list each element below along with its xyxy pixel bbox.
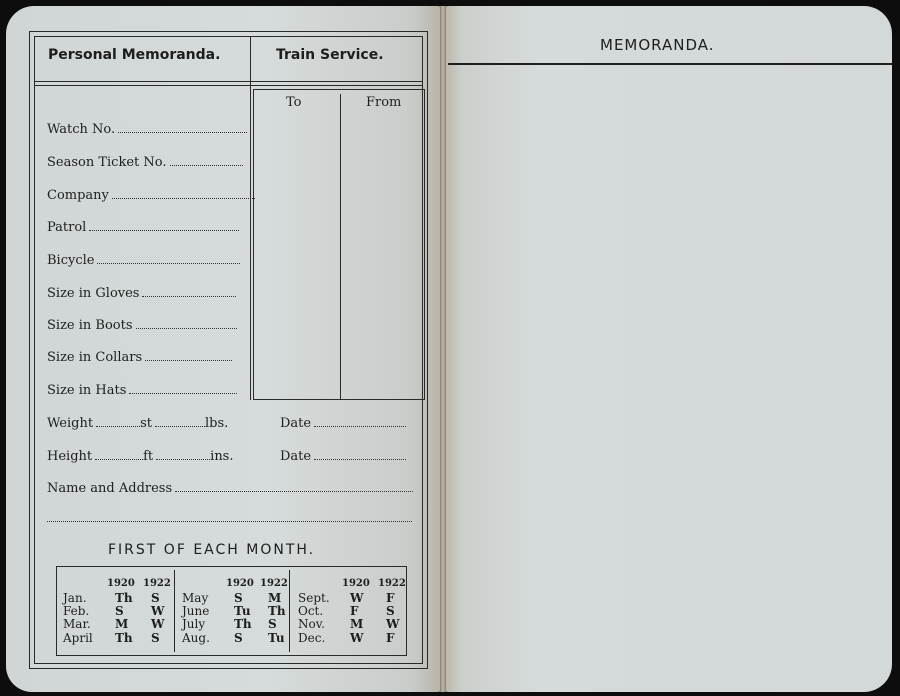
field-patrol[interactable] (47, 220, 239, 235)
weight-label: Weight (47, 416, 94, 431)
calendar-weekday: S (234, 591, 243, 605)
height-feet-unit: ft (143, 449, 154, 464)
field-label: Size in Gloves (47, 286, 140, 301)
calendar-weekday: S (386, 604, 395, 618)
train-service-divider (340, 94, 341, 400)
calendar-month: June (182, 604, 210, 618)
calendar-weekday: W (386, 617, 400, 631)
calendar-month: Nov. (298, 617, 325, 631)
memoranda-title: MEMORANDA. (600, 36, 715, 54)
calendar-year-header: 1922 (378, 578, 406, 589)
calendar-month: Mar. (63, 617, 91, 631)
weight-date-field[interactable] (280, 416, 406, 431)
field-season-ticket-no[interactable] (47, 155, 243, 170)
field-label: Size in Boots (47, 318, 133, 333)
train-from-label: From (366, 95, 402, 110)
field-label: Season Ticket No. (47, 155, 167, 170)
calendar-month: Feb. (63, 604, 90, 618)
memoranda-rule (448, 63, 892, 65)
calendar-weekday: Th (234, 617, 252, 631)
calendar-weekday: F (386, 631, 395, 645)
calendar-weekday: W (350, 631, 364, 645)
field-size-in-hats[interactable] (47, 383, 237, 398)
calendar-year-header: 1922 (143, 578, 171, 589)
calendar-weekday: S (234, 631, 243, 645)
field-bicycle[interactable] (47, 253, 240, 268)
calendar-weekday: W (151, 604, 165, 618)
calendar-weekday: Th (268, 604, 286, 618)
weight-lbs-unit: lbs. (204, 416, 229, 431)
weight-field[interactable] (47, 416, 228, 431)
height-field[interactable] (47, 449, 234, 464)
calendar-weekday: F (350, 604, 359, 618)
address-line-2[interactable] (47, 521, 412, 522)
calendar-year-header: 1920 (226, 578, 254, 589)
calendar-month: July (182, 617, 206, 631)
train-to-label: To (286, 95, 302, 110)
calendar-month: Aug. (182, 631, 210, 645)
calendar-divider-1 (174, 570, 175, 652)
calendar-month: May (182, 591, 209, 605)
calendar-month: Oct. (298, 604, 324, 618)
field-size-in-gloves[interactable] (47, 286, 236, 301)
calendar-weekday: S (151, 591, 160, 605)
height-label: Height (47, 449, 93, 464)
name-address-label: Name and Address (47, 481, 173, 496)
calendar-divider-2 (289, 570, 290, 652)
personal-memoranda-heading: Personal Memoranda. (48, 47, 221, 63)
calendar-month: April (63, 631, 93, 645)
field-label: Company (47, 188, 109, 203)
train-service-box (253, 89, 425, 400)
calendar-weekday: W (350, 591, 364, 605)
calendar-weekday: Tu (234, 604, 251, 618)
calendar-year-header: 1922 (260, 578, 288, 589)
calendar-weekday: S (151, 631, 160, 645)
calendar-weekday: Tu (268, 631, 285, 645)
height-ins-unit: ins. (210, 449, 234, 464)
header-rule-1 (34, 81, 423, 82)
calendar-weekday: W (151, 617, 165, 631)
memoranda-writing-area[interactable] (452, 68, 888, 688)
field-label: Patrol (47, 220, 87, 235)
field-label: Bicycle (47, 253, 95, 268)
calendar-year-header: 1920 (342, 578, 370, 589)
field-size-in-boots[interactable] (47, 318, 237, 333)
field-label: Watch No. (47, 122, 116, 137)
weight-date-label: Date (280, 416, 312, 431)
height-date-label: Date (280, 449, 312, 464)
header-divider (250, 36, 251, 400)
book-spine (440, 6, 446, 692)
field-company[interactable] (47, 188, 255, 203)
calendar-weekday: S (115, 604, 124, 618)
field-watch-no[interactable] (47, 122, 247, 137)
field-label: Size in Hats (47, 383, 127, 398)
calendar-year-header: 1920 (107, 578, 135, 589)
train-service-heading: Train Service. (276, 47, 384, 63)
calendar-month: Jan. (63, 591, 87, 605)
calendar-weekday: M (350, 617, 364, 631)
field-label: Size in Collars (47, 350, 143, 365)
name-address-field[interactable] (47, 481, 413, 496)
weight-stones-unit: st (140, 416, 152, 431)
calendar-weekday: M (268, 591, 282, 605)
calendar-month: Sept. (298, 591, 330, 605)
height-date-field[interactable] (280, 449, 406, 464)
calendar-weekday: Th (115, 591, 133, 605)
field-size-in-collars[interactable] (47, 350, 232, 365)
calendar-weekday: Th (115, 631, 133, 645)
calendar-month: Dec. (298, 631, 326, 645)
header-rule-2 (34, 85, 423, 86)
calendar-title: FIRST OF EACH MONTH. (108, 542, 316, 558)
calendar-weekday: M (115, 617, 129, 631)
calendar-weekday: S (268, 617, 277, 631)
calendar-weekday: F (386, 591, 395, 605)
